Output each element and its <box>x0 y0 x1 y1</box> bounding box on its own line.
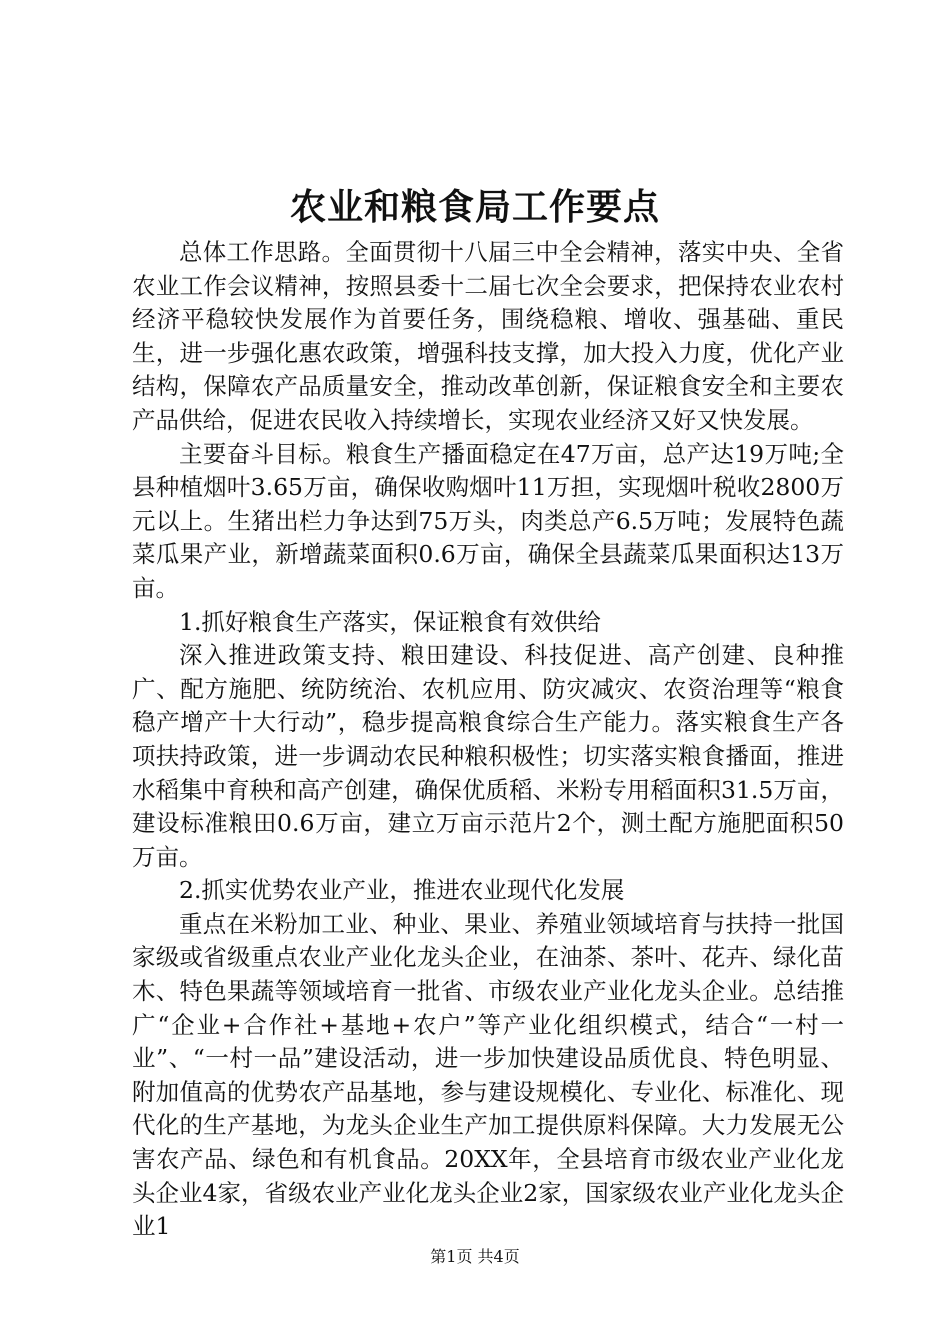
paragraph-overall-approach: 总体工作思路。全面贯彻十八届三中全会精神，落实中央、全省农业工作会议精神，按照县委十二届七次全会要求，把保持农业农村经济平稳较快发展作为首要任务，围绕稳粮、增收、强基础、重民生，进一步强化惠农政策，增强科技支撑，加大投入力度，优化产业结构，保障农产品质量安全，推动改革创新，保证粮食安全和主要农产品供给，促进农民收入持续增长，实现农业经济又好又快发展。 <box>132 238 844 434</box>
section-heading-2: 2.抓实优势农业产业，推进农业现代化发展 <box>179 876 625 905</box>
paragraph-industry-development: 重点在米粉加工业、种业、果业、养殖业领域培育与扶持一批国家级或省级重点农业产业化龙头企业，在油茶、茶叶、花卉、绿化苗木、特色果蔬等领域培育一批省、市级农业产业化龙头企业。总结推广“企业+合作社+基地+农户”等产业化组织模式，结合“一村一业”、“一村一品”建设活动，进一步加快建设品质优良、特色明显、附加值高的优势农产品基地，参与建设规模化、专业化、标准化、现代化的生产基地，为龙头企业生产加工提供原料保障。大力发展无公害农产品、绿色和有机食品。20XX年，全县培育市级农业产业化龙头企业4家，省级农业产业化龙头企业2家，国家级农业产业化龙头企业1 <box>132 909 844 1241</box>
document-body <box>132 236 844 1244</box>
section-heading-1: 1.抓好粮食生产落实，保证粮食有效供给 <box>179 607 601 636</box>
paragraph-main-targets: 主要奋斗目标。粮食生产播面稳定在47万亩，总产达19万吨;全县种植烟叶3.65万亩，确保收购烟叶11万担，实现烟叶税收2800万元以上。生猪出栏力争达到75万头，肉类总产6.5万吨；发展特色蔬菜瓜果产业，新增蔬菜面积0.6万亩，确保全县蔬菜瓜果面积达13万亩。 <box>132 439 844 602</box>
paragraph-grain-production: 深入推进政策支持、粮田建设、科技促进、高产创建、良种推广、配方施肥、统防统治、农机应用、防灾减灾、农资治理等“粮食稳产增产十大行动”，稳步提高粮食综合生产能力。落实粮食生产各项扶持政策，进一步调动农民种粮积极性；切实落实粮食播面，推进水稻集中育秧和高产创建，确保优质稻、米粉专用稻面积31.5万亩，建设标准粮田0.6万亩，建立万亩示范片2个，测土配方施肥面积50万亩。 <box>132 641 844 871</box>
page-footer: 第1页 共4页 <box>430 1247 520 1266</box>
document-title: 农业和粮食局工作要点 <box>289 186 660 228</box>
